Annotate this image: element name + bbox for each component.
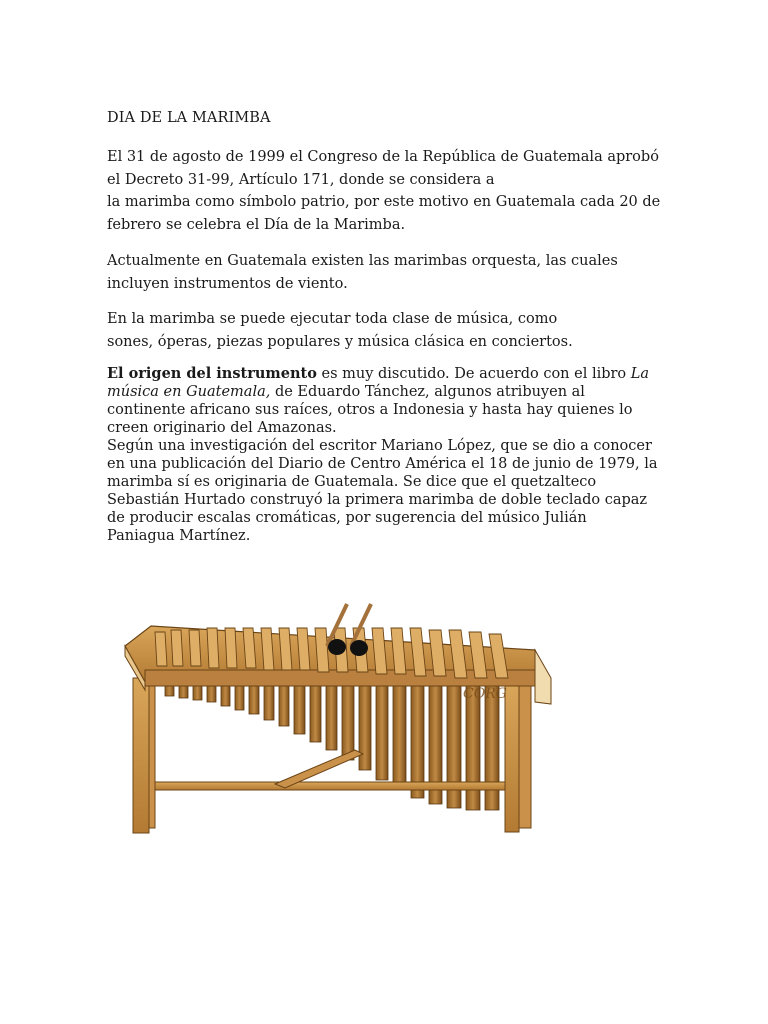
text-line: Sebastián Hurtado construyó la primera marimba de doble teclado capaz xyxy=(107,492,648,508)
text-line: de producir escalas cromáticas, por sugerencia del músico Julián xyxy=(107,510,587,526)
text-line: marimba sí es originaria de Guatemala. Se dice que el quetzalteco xyxy=(107,474,597,490)
text-line: El 31 de agosto de 1999 el Congreso de la República de Guatemala aprobó xyxy=(107,149,659,165)
text-line: música en Guatemala, de Eduardo Tánchez, algunos atribuyen al xyxy=(107,384,585,400)
paragraph-music-types xyxy=(107,308,682,353)
origin-heading: El origen del instrumento xyxy=(107,365,317,382)
text-line: sones, óperas, piezas populares y música clásica en conciertos. xyxy=(107,333,573,350)
book-title: música en Guatemala, xyxy=(107,384,271,400)
paragraph-decree xyxy=(107,146,682,236)
text-line: creen originario del Amazonas. xyxy=(107,420,337,436)
text-line: incluyen instrumentos de viento. xyxy=(107,275,348,292)
text-line: En la marimba se puede ejecutar toda clase de música, como xyxy=(107,311,558,327)
text-line: Según una investigación del escritor Mariano López, que se dio a conocer xyxy=(107,438,652,454)
paragraph-origin xyxy=(107,365,677,545)
text-line: febrero se celebra el Día de la Marimba. xyxy=(107,216,406,233)
text-line: Paniagua Martínez. xyxy=(107,528,251,544)
resonator-tubes xyxy=(165,684,499,810)
text-line: Actualmente en Guatemala existen las marimbas orquesta, las cuales xyxy=(107,253,618,269)
signature-logo: CORG xyxy=(463,686,507,702)
text-line: continente africano sus raíces, otros a Indonesia y hasta hay quienes lo xyxy=(107,402,633,418)
text-line: el Decreto 31-99, Artículo 171, donde se considera a xyxy=(107,171,495,188)
text-line: en una publicación del Diario de Centro América el 18 de junio de 1979, la xyxy=(107,456,658,472)
text-line: la marimba como símbolo patrio, por este motivo en Guatemala cada 20 de xyxy=(107,194,661,210)
marimba-illustration xyxy=(115,598,555,838)
text-line: El origen del instrumento es muy discutido. De acuerdo con el libro La xyxy=(107,365,650,382)
page-title: DIA DE LA MARIMBA xyxy=(107,110,271,126)
paragraph-orchestra xyxy=(107,250,682,295)
